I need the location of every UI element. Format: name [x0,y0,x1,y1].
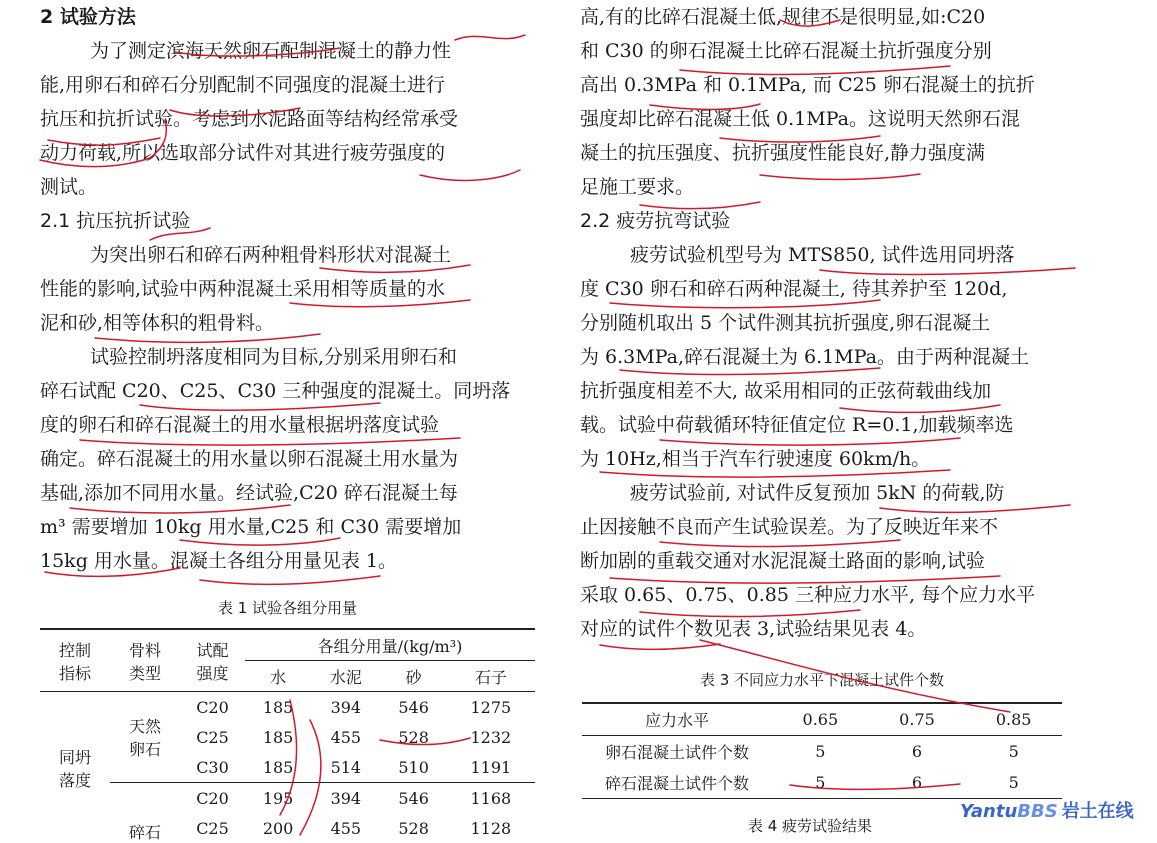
t3-level: 0.65 [772,703,869,736]
left-text-line: m³ 需要增加 10kg 用水量,C25 和 C30 需要增加 [40,510,540,544]
t3-level: 0.75 [869,703,966,736]
t1-head-water: 水 [245,661,311,692]
left-text-line: 性能的影响,试验中两种混凝土采用相等质量的水 [40,272,540,306]
table-cell: 455 [311,722,380,752]
table-cell: 528 [381,813,447,843]
left-text-line: 确定。碎石混凝土的用水量以卵石混凝土用水量为 [40,442,540,476]
left-text-line: 碎石试配 C20、C25、C30 三种强度的混凝土。同坍落 [40,374,540,408]
table-cell: C20 [180,783,245,814]
table-cell: 1275 [447,692,535,723]
table-cell: C20 [180,692,245,723]
table1 [40,628,535,843]
t3-head-label: 应力水平 [582,703,772,736]
right-text-line: 载。试验中荷载循环特征值定位 R=0.1,加载频率选 [580,408,1080,442]
table-cell: 528 [381,722,447,752]
t1-head-aggregate: 骨料 类型 [110,629,180,692]
table-cell: 1168 [447,783,535,814]
t1-crushed-label: 碎石 [110,783,180,843]
table-cell: 6 [869,736,966,768]
t1-head-cement: 水泥 [311,661,380,692]
site-watermark: YantuBBS 岩土在线 [960,797,1134,823]
left-text-line: 测试。 [40,170,540,204]
table-row [582,767,1062,799]
table-cell: 碎石混凝土试件个数 [582,767,772,799]
table-cell: 546 [381,692,447,723]
table-cell: 6 [869,767,966,799]
t1-head-grade: 试配 强度 [180,629,245,692]
left-text-line: 度的卵石和碎石混凝土的用水量根据坍落度试验 [40,408,540,442]
table-cell: 200 [245,813,311,843]
right-text-line: 高,有的比碎石混凝土低,规律不是很明显,如:C20 [580,0,1080,34]
left-text-line: 为突出卵石和碎石两种粗骨料形状对混凝土 [40,238,540,272]
table-row [40,783,535,814]
right-text-line: 凝土的抗压强度、抗折强度性能良好,静力强度满 [580,136,1080,170]
table3 [582,702,1062,799]
right-text-line: 度 C30 卵石和碎石两种混凝土, 待其养护至 120d, [580,272,1080,306]
table-cell: 455 [311,813,380,843]
table-cell: 5 [965,767,1062,799]
table-cell: 5 [772,736,869,768]
table-cell: 546 [381,783,447,814]
right-text-line: 和 C30 的卵石混凝土比碎石混凝土抗折强度分别 [580,34,1080,68]
table-row [40,692,535,723]
table3-caption: 表 3 不同应力水平下混凝土试件个数 [582,665,1062,695]
left-text-line: 2 试验方法 [40,0,540,34]
right-text-line: 为 10Hz,相当于汽车行驶速度 60km/h。 [580,442,1080,476]
table-cell: 394 [311,692,380,723]
table-cell: 394 [311,783,380,814]
table-cell: 185 [245,692,311,723]
table-cell: 1128 [447,813,535,843]
t1-head-group: 各组分用量/(kg/m³) [245,629,535,661]
right-text-line: 高出 0.3MPa 和 0.1MPa, 而 C25 卵石混凝土的抗折 [580,68,1080,102]
left-text-line: 基础,添加不同用水量。经试验,C20 碎石混凝土每 [40,476,540,510]
table4-caption: 表 4 疲劳试验结果 [700,811,920,841]
left-text-line: 能,用卵石和碎石分别配制不同强度的混凝土进行 [40,68,540,102]
right-text-line: 强度却比碎石混凝土低 0.1MPa。这说明天然卵石混 [580,102,1080,136]
t1-head-stone: 石子 [447,661,535,692]
left-text-line: 2.1 抗压抗折试验 [40,204,540,238]
left-text-line: 为了测定滨海天然卵石配制混凝土的静力性 [40,34,540,68]
table-cell: C25 [180,722,245,752]
right-text-line: 足施工要求。 [580,170,1080,204]
right-text-line: 止因接触不良而产生试验误差。为了反映近年来不 [580,510,1080,544]
t1-head-sand: 砂 [381,661,447,692]
left-text-line: 抗压和抗折试验。考虑到水泥路面等结构经常承受 [40,102,540,136]
right-column [580,0,1080,646]
left-text-line: 泥和砂,相等体积的粗骨料。 [40,306,540,340]
right-text-line: 对应的试件个数见表 3,试验结果见表 4。 [580,612,1080,646]
table-cell: 185 [245,722,311,752]
right-text-line: 2.2 疲劳抗弯试验 [580,204,1080,238]
right-text-line: 采取 0.65、0.75、0.85 三种应力水平, 每个应力水平 [580,578,1080,612]
table-cell: 195 [245,783,311,814]
table-cell: 5 [772,767,869,799]
table-cell: 1191 [447,752,535,783]
table1-caption: 表 1 试验各组分用量 [40,593,535,623]
right-text-line: 断加剧的重载交通对水泥混凝土路面的影响,试验 [580,544,1080,578]
table-cell: C25 [180,813,245,843]
right-text-line: 抗折强度相差不大, 故采用相同的正弦荷载曲线加 [580,374,1080,408]
left-text-line: 动力荷载,所以选取部分试件对其进行疲劳强度的 [40,136,540,170]
t1-head-control: 控制 指标 [40,629,110,692]
table-cell: 514 [311,752,380,783]
right-text-line: 为 6.3MPa,碎石混凝土为 6.1MPa。由于两种混凝土 [580,340,1080,374]
table-cell: 卵石混凝土试件个数 [582,736,772,768]
left-column [40,0,540,578]
table-cell: 510 [381,752,447,783]
t3-level: 0.85 [965,703,1062,736]
table-cell: C30 [180,752,245,783]
right-text-line: 分别随机取出 5 个试件测其抗折强度,卵石混凝土 [580,306,1080,340]
table-cell: 1232 [447,722,535,752]
left-text-line: 试验控制坍落度相同为目标,分别采用卵石和 [40,340,540,374]
table-cell: 185 [245,752,311,783]
right-text-line: 疲劳试验机型号为 MTS850, 试件选用同坍落 [580,238,1080,272]
t1-pebble-label: 天然 卵石 [110,692,180,783]
table-cell: 5 [965,736,1062,768]
t1-control-label: 同坍 落度 [40,692,110,843]
table-row [582,736,1062,768]
right-text-line: 疲劳试验前, 对试件反复预加 5kN 的荷载,防 [580,476,1080,510]
left-text-line: 15kg 用水量。混凝土各组分用量见表 1。 [40,544,540,578]
